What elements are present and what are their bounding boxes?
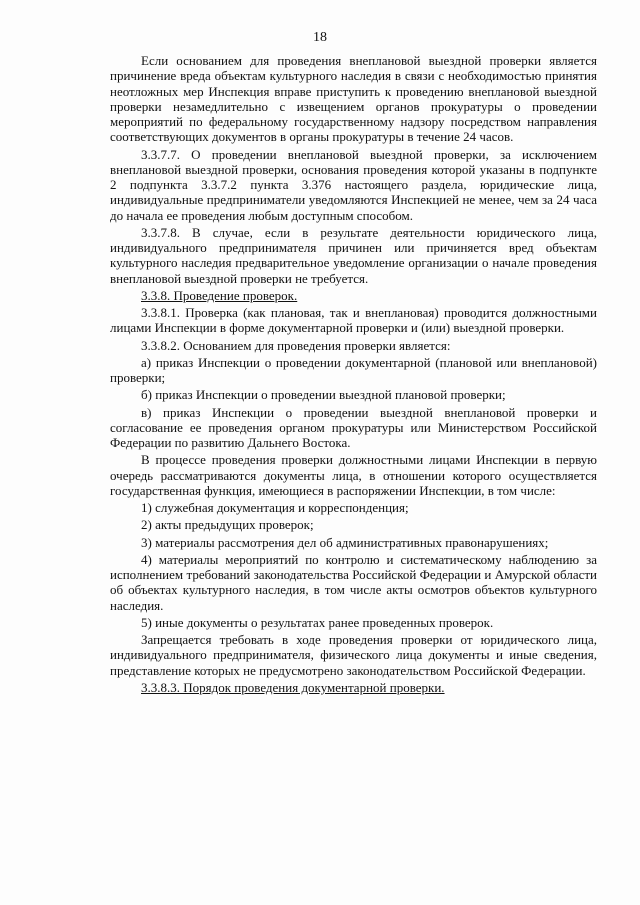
list-item-3: 3) материалы рассмотрения дел об административных правонарушениях;	[141, 534, 549, 550]
heading-3-3-8-3-text: 3.3.8.3. Порядок проведения документарной проверки.	[141, 679, 445, 695]
list-item-v: в) приказ Инспекции о проведении выездной внеплановой проверки и согласование ее проведения органом прокуратуры или Министерством Российской Федерации по развитию Дальнего Востока.	[110, 404, 597, 450]
list-item-b: б) приказ Инспекции о проведении выездной плановой проверки;	[141, 387, 506, 403]
list-item-a: а) приказ Инспекции о проведении документарной (плановой или внеплановой) проверки;	[110, 354, 597, 385]
paragraph-3-3-7-8: 3.3.7.8. В случае, если в результате деятельности юридического лица, индивидуального предпринимателя причинен или причиняется вред объектам культурного наследия предварительное уведомление организации о начале проведения внеплановой выездной проверки не требуется.	[110, 224, 597, 286]
document-body	[110, 53, 597, 695]
paragraph-prohibition: Запрещается требовать в ходе проведения проверки от юридического лица, индивидуального предпринимателя, физического лица документы и иные сведения, представление которых не предусмотрено законодательством Российской Федерации.	[110, 632, 597, 678]
paragraph-3-3-8-1: 3.3.8.1. Проверка (как плановая, так и внеплановая) проводится должностными лицами Инспекции в форме документарной проверки и (или) выездной проверки.	[110, 305, 597, 336]
paragraph-3-3-8-2: 3.3.8.2. Основанием для проведения проверки является:	[141, 337, 451, 353]
list-item-4: 4) материалы мероприятий по контролю и систематическому наблюдению за исполнением требований законодательства Российской Федерации и Амурской области об объектах культурного наследия, в том числе акты осмотров объектов культурного наследия.	[110, 551, 597, 613]
page-number: 18	[313, 30, 327, 45]
list-item-1: 1) служебная документация и корреспонденция;	[141, 500, 409, 515]
list-item-5: 5) иные документы о результатах ранее проведенных проверок.	[141, 614, 494, 630]
list-item-2: 2) акты предыдущих проверок;	[141, 517, 314, 533]
paragraph-documents-review: В процессе проведения проверки должностными лицами Инспекции в первую очередь рассматриваются документы лица, в отношении которого осуществляется государственная функция, имеющиеся в распоряжении Инспекции, в том числе:	[110, 452, 597, 498]
paragraph-urgent-inspection: Если основанием для проведения внеплановой выездной проверки является причинение вреда объектам культурного наследия в связи с необходимостью принятия неотложных мер Инспекция вправе приступить к проведению внеплановой выездной проверки незамедлительно с извещением органов прокуратуры о проведении мероприятий по федеральному государственному надзору посредством направления соответствующих документов в органы прокуратуры в течение 24 часов.	[110, 53, 597, 145]
heading-3-3-8-text: 3.3.8. Проведение проверок.	[141, 287, 298, 303]
heading-3-3-8-3	[110, 680, 597, 695]
paragraph-3-3-7-7: 3.3.7.7. О проведении внеплановой выездной проверки, за исключением внеплановой выездной проверки, основания проведения которой указаны в подпункте 2 подпункта 3.3.7.2 пункта 3.376 настоящего раздела, юридические лица, индивидуальные предприниматели уведомляются Инспекцией не менее, чем за 24 часа до начала ее проведения любым доступным способом.	[110, 146, 597, 223]
heading-3-3-8	[110, 288, 597, 303]
